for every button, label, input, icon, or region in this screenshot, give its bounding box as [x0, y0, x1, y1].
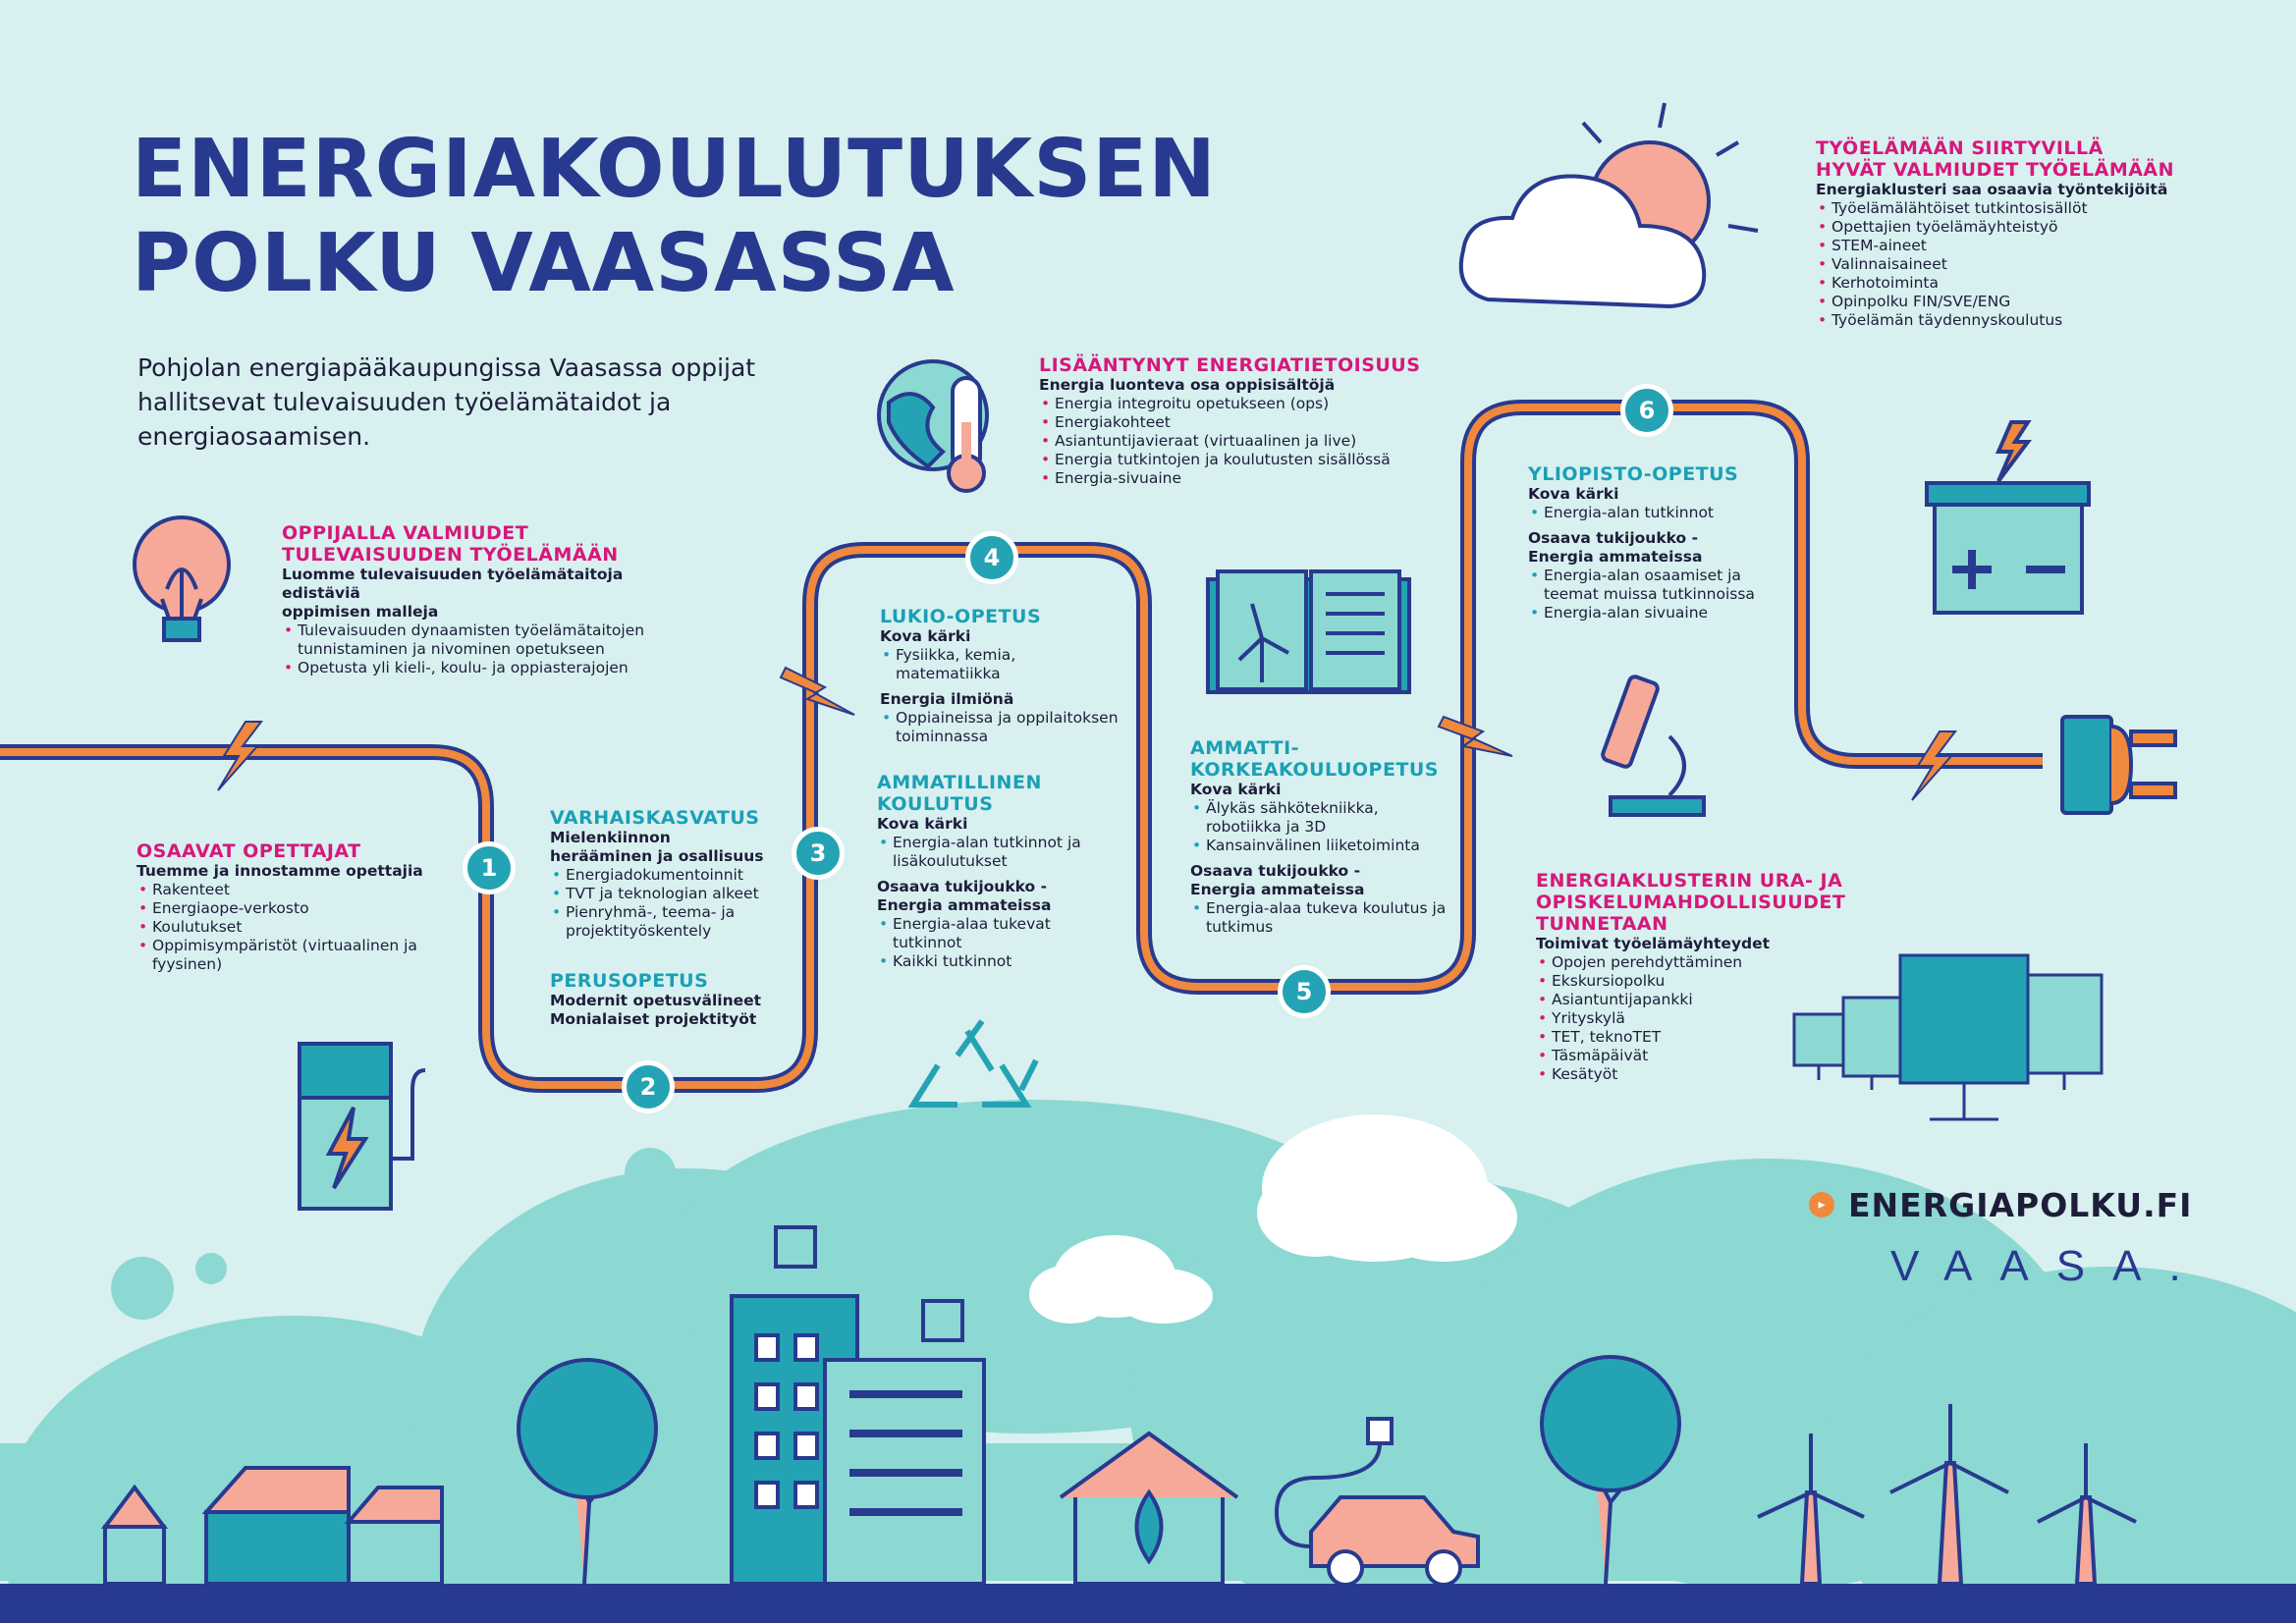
list-item: • Työelämän täydennyskoulutus [1816, 311, 2209, 330]
section-heading: VARHAISKASVATUS [550, 807, 760, 829]
bullet-list [877, 915, 1118, 971]
section-heading: HYVÄT VALMIUDET TYÖELÄMÄÄN [1816, 159, 2175, 181]
list-item: • Oppimisympäristöt (virtuaalinen ja fyysinen) [137, 937, 431, 974]
section-subheading: Osaava tukijoukko - [1528, 529, 1699, 547]
bullet-list [877, 834, 1118, 871]
section-heading: LUKIO-OPETUS [880, 606, 1042, 627]
section-heading: OPPIJALLA VALMIUDET [282, 522, 529, 544]
section-heading: TYÖELÄMÄÄN SIIRTYVILLÄ [1816, 137, 2104, 159]
globe-thermometer-icon [879, 361, 987, 491]
book-wind-turbine-icon [1208, 571, 1409, 692]
section-subheading: Kova kärki [1190, 781, 1282, 798]
list-item: • Energia integroitu opetukseen (ops) [1039, 395, 1432, 413]
section-subheading: herääminen ja osallisuus [550, 847, 764, 865]
path-step-5: 5 [1278, 965, 1331, 1018]
section-subheading: Energia ammateissa [877, 896, 1052, 914]
section-subheading: Energia ammateissa [1190, 881, 1365, 898]
bullet-list [880, 709, 1121, 746]
light-bulb-icon [135, 517, 229, 640]
section-heading: TULEVAISUUDEN TYÖELÄMÄÄN [282, 544, 619, 566]
bullet-list [1528, 504, 1774, 522]
section-subheading: Kova kärki [1528, 485, 1619, 503]
section-subheading: Energiaklusteri saa osaavia työntekijöitä [1816, 181, 2168, 198]
list-item: • Energia-alaa tukeva koulutus ja tutkimus [1190, 899, 1450, 937]
page-title-line-1: ENERGIAKOULUTUKSEN [132, 123, 1217, 216]
section-yliopisto [1528, 463, 1774, 622]
recycle-icon [913, 1021, 1036, 1105]
section-heading: OSAAVAT OPETTAJAT [137, 840, 361, 862]
bubble [625, 1148, 676, 1199]
list-item: • Opetusta yli kieli-, koulu- ja oppiasterajojen [282, 659, 694, 677]
section-tyoelama [1816, 137, 2209, 330]
list-item: • Kaikki tutkinnot [877, 952, 1118, 971]
section-perusopetus [550, 970, 795, 1029]
vaasa-logo: VAASA. [1890, 1242, 2209, 1290]
list-item: • Energia-sivuaine [1039, 469, 1432, 488]
bullet-list [1190, 799, 1450, 855]
section-energiatietoisuus [1039, 354, 1432, 488]
section-subheading: Tuemme ja innostamme opettajia [137, 862, 423, 880]
bullet-list [137, 881, 431, 974]
section-subheading: Energia ilmiönä [880, 690, 1014, 708]
section-subheading: oppimisen malleja [282, 603, 439, 621]
bubble [195, 1253, 227, 1284]
charging-station-icon [300, 1044, 425, 1209]
list-item: • Koulutukset [137, 918, 431, 937]
section-varhaiskasvatus [550, 807, 786, 941]
bullet-list [1528, 567, 1774, 622]
section-line: Monialaiset projektityöt [550, 1010, 757, 1028]
section-subheading: Kova kärki [877, 815, 968, 833]
section-heading: LISÄÄNTYNYT ENERGIATIETOISUUS [1039, 354, 1421, 376]
section-subheading: Energia ammateissa [1528, 548, 1703, 566]
section-oppija [282, 522, 694, 677]
list-item: • Energiaope-verkosto [137, 899, 431, 918]
section-opettajat [137, 840, 431, 974]
section-lukio [880, 606, 1121, 746]
bullet-list [282, 622, 694, 677]
list-item: • Älykäs sähkötekniikka, robotiikka ja 3D [1190, 799, 1450, 837]
section-subheading: Osaava tukijoukko - [877, 878, 1048, 895]
bubble [111, 1257, 174, 1320]
list-item: • Energia tutkintojen ja koulutusten sisällössä [1039, 451, 1432, 469]
section-heading: YLIOPISTO-OPETUS [1528, 463, 1739, 485]
section-subheading: Toimivat työelämäyhteydet [1536, 935, 1771, 952]
ground-strip [0, 1584, 2296, 1623]
intro-text: Pohjolan energiapääkaupungissa Vaasassa oppijat hallitsevat tulevaisuuden työelämätaidot ja energiaosaamisen. [137, 353, 756, 451]
list-item: • Energia-alaa tukevat tutkinnot [877, 915, 1118, 952]
list-item: • Ekskursiopolku [1536, 972, 1978, 991]
section-heading: KOULUTUS [877, 793, 994, 815]
list-item: • Kansainvälinen liiketoiminta [1190, 837, 1450, 855]
list-item: • Oppiaineissa ja oppilaitoksen toiminnassa [880, 709, 1121, 746]
list-item: • TVT ja teknologian alkeet [550, 885, 786, 903]
list-item: • Energia-alan tutkinnot [1528, 504, 1774, 522]
page-title [132, 123, 1217, 311]
section-heading: PERUSOPETUS [550, 970, 709, 992]
section-klusteri [1536, 870, 1978, 1084]
list-item: • Kerhotoiminta [1816, 274, 2209, 293]
section-heading: AMMATTI- [1190, 737, 1300, 759]
plug-icon [2062, 717, 2175, 813]
section-subheading: Luomme tulevaisuuden työelämätaitoja edistäviä [282, 566, 624, 602]
sun-cloud-icon [1461, 103, 1758, 306]
website-link[interactable]: ENERGIAPOLKU.FI [1848, 1186, 2193, 1224]
section-amk [1190, 737, 1450, 937]
list-item: • Energia-alan tutkinnot ja lisäkoulutukset [877, 834, 1118, 871]
arrow-icon: ▸ [1809, 1192, 1834, 1217]
list-item: • Yrityskylä [1536, 1009, 1978, 1028]
list-item: • Energiakohteet [1039, 413, 1432, 432]
list-item: • Kesätyöt [1536, 1065, 1978, 1084]
section-heading: KORKEAKOULUOPETUS [1190, 759, 1439, 781]
path-step-4: 4 [965, 531, 1018, 584]
list-item: • Työelämälähtöiset tutkintosisällöt [1816, 199, 2209, 218]
path-step-2: 2 [622, 1060, 675, 1113]
section-heading: OPISKELUMAHDOLLISUUDET TUNNETAAN [1536, 892, 1846, 935]
bullet-list [1190, 899, 1450, 937]
section-subheading: Mielenkiinnon [550, 829, 671, 846]
list-item: • Rakenteet [137, 881, 431, 899]
bullet-list [550, 866, 786, 941]
bullet-list [1039, 395, 1432, 488]
list-item: • Pienryhmä-, teema- ja projektityöskentely [550, 903, 786, 941]
section-subheading: Osaava tukijoukko - [1190, 862, 1361, 880]
bullet-list [1816, 199, 2209, 330]
section-subheading: Kova kärki [880, 627, 971, 645]
section-heading: ENERGIAKLUSTERIN URA- JA [1536, 870, 1843, 892]
page-title-line-2: POLKU VAASASSA [132, 217, 956, 310]
list-item: • Energia-alan sivuaine [1528, 604, 1774, 622]
battery-icon [1927, 422, 2089, 613]
list-item: • Energia-alan osaamiset ja teemat muissa tutkinnoissa [1528, 567, 1774, 604]
list-item: • TET, teknoTET [1536, 1028, 1978, 1047]
section-subheading: Energia luonteva osa oppisisältöjä [1039, 376, 1336, 394]
list-item: • Opettajien työelämäyhteistyö [1816, 218, 2209, 237]
list-item: • Asiantuntijapankki [1536, 991, 1978, 1009]
path-step-6: 6 [1620, 384, 1673, 437]
section-heading: AMMATILLINEN [877, 772, 1042, 793]
list-item: • Energiadokumentoinnit [550, 866, 786, 885]
list-item: • Valinnaisaineet [1816, 255, 2209, 274]
list-item: • STEM-aineet [1816, 237, 2209, 255]
bullet-list [1536, 953, 1978, 1084]
microscope-icon [1602, 676, 1704, 815]
list-item: • Täsmäpäivät [1536, 1047, 1978, 1065]
list-item: • Tulevaisuuden dynaamisten työelämätaitojen tunnistaminen ja nivominen opetukseen [282, 622, 694, 659]
list-item: • Asiantuntijavieraat (virtuaalinen ja live) [1039, 432, 1432, 451]
path-step-1: 1 [463, 841, 516, 894]
bullet-list [880, 646, 1121, 683]
path-step-3: 3 [792, 827, 845, 880]
list-item: • Opojen perehdyttäminen [1536, 953, 1978, 972]
section-line: Modernit opetusvälineet [550, 992, 762, 1009]
section-ammatillinen [877, 772, 1118, 971]
list-item: • Fysiikka, kemia, matematiikka [880, 646, 1121, 683]
list-item: • Opinpolku FIN/SVE/ENG [1816, 293, 2209, 311]
